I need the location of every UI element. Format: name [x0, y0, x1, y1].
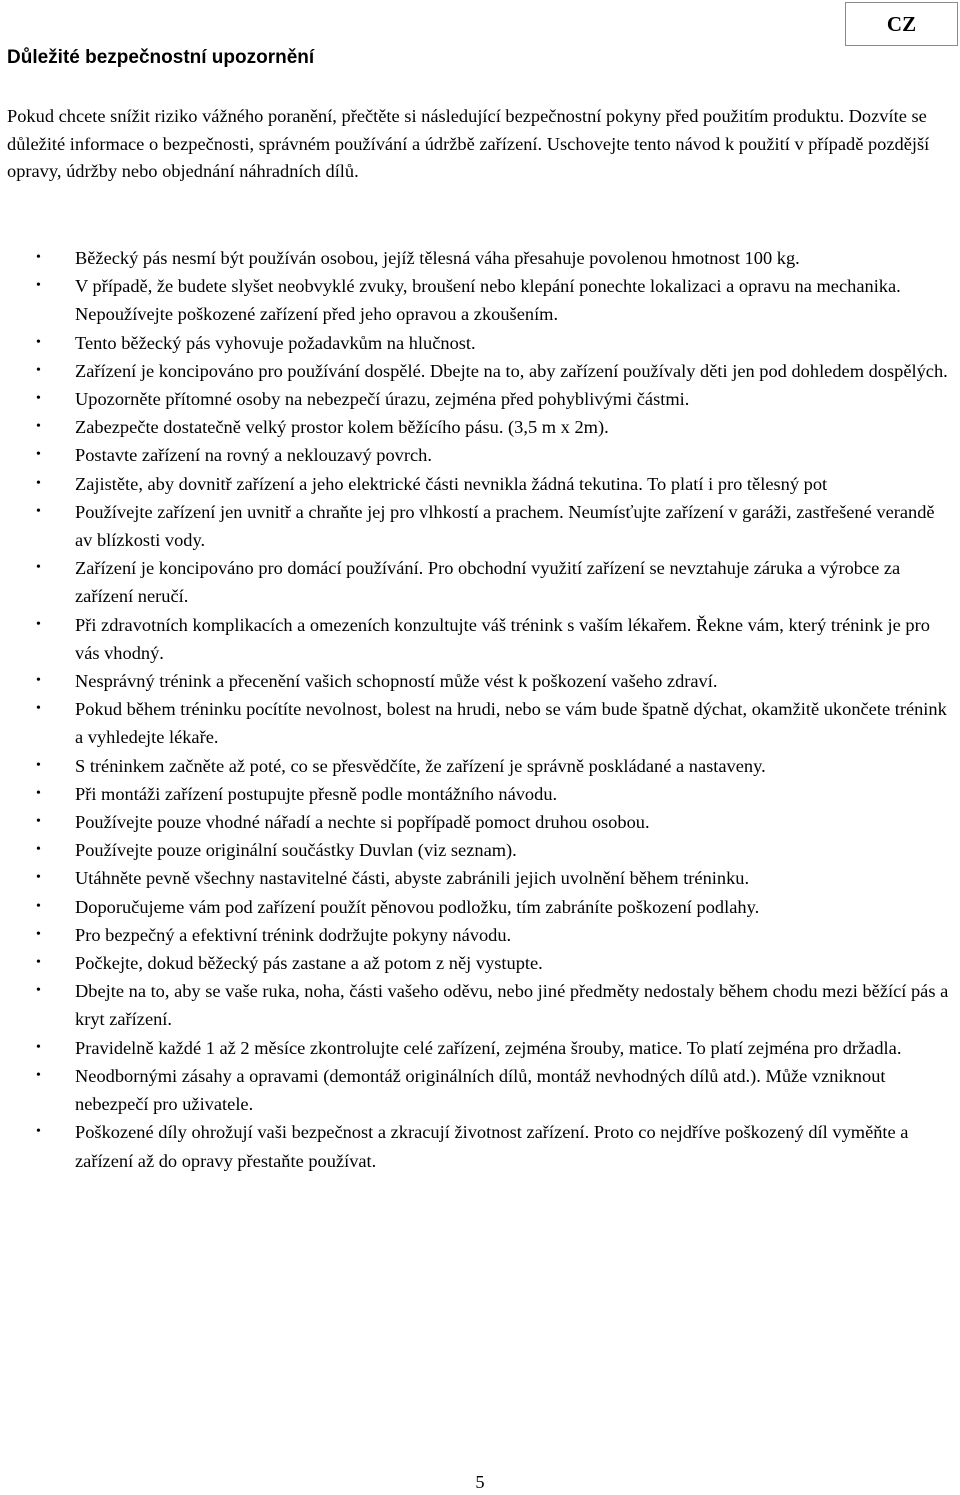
list-item-text: Upozorněte přítomné osoby na nebezpečí úrazu, zejména před pohyblivými částmi.	[75, 389, 690, 410]
list-item	[0, 780, 960, 808]
page-number: 5	[475, 1472, 485, 1492]
list-item	[0, 1118, 960, 1174]
language-badge: CZ	[845, 2, 958, 46]
page-title: Důležité bezpečnostní upozornění	[7, 47, 315, 68]
bullet-icon: •	[36, 785, 41, 801]
bullet-icon: •	[36, 757, 41, 773]
list-item	[0, 357, 960, 385]
list-item	[0, 470, 960, 498]
bullet-icon: •	[36, 475, 41, 491]
list-item	[0, 498, 960, 554]
list-item-text: V případě, že budete slyšet neobvyklé zvuky, broušení nebo klepání ponechte lokalizaci a opravu na mechanika. Nepoužívejte poškozené zařízení před jeho opravou a zkoušením.	[75, 276, 901, 325]
list-item-text: Počkejte, dokud běžecký pás zastane a až potom z něj vystupte.	[75, 953, 543, 974]
list-item	[0, 893, 960, 921]
list-item	[0, 441, 960, 469]
bullet-icon: •	[36, 870, 41, 886]
bullet-icon: •	[36, 1039, 41, 1055]
bullet-icon: •	[36, 250, 41, 265]
list-item-text: Pravidelně každé 1 až 2 měsíce zkontrolujte celé zařízení, zejména šrouby, matice. To platí zejména pro držadla.	[75, 1037, 902, 1058]
list-item	[0, 752, 960, 780]
bullet-icon: •	[36, 955, 41, 971]
bullet-icon: •	[36, 814, 41, 830]
list-item-text: Zařízení je koncipováno pro používání dospělé. Dbejte na to, aby zařízení používaly děti jen pod dohledem dospělých.	[75, 360, 948, 381]
bullet-icon: •	[36, 278, 41, 294]
list-item-text: S tréninkem začněte až poté, co se přesvědčíte, že zařízení je správně poskládané a nastaveny.	[75, 755, 766, 776]
list-item	[0, 385, 960, 413]
list-item-text: Dbejte na to, aby se vaše ruka, noha, části vašeho oděvu, nebo jiné předměty nedostaly během chodu mezi běžící pás a kryt zařízení.	[75, 981, 949, 1030]
list-item-text: Postavte zařízení na rovný a neklouzavý povrch.	[75, 445, 432, 466]
list-item-text: Poškozené díly ohrožují vaši bezpečnost a zkracují životnost zařízení. Proto co nejdříve poškozený díl vyměňte a zařízení až do opravy přestaňte používat.	[75, 1122, 909, 1171]
list-item	[0, 1062, 960, 1118]
list-item-text: Neodbornými zásahy a opravami (demontáž originálních dílů, montáž nevhodných dílů atd.). Může vzniknout nebezpečí pro uživatele.	[75, 1065, 886, 1115]
list-item	[0, 977, 960, 1033]
list-item-text: Používejte pouze vhodné nářadí a nechte si popřípadě pomoct druhou osobou.	[75, 812, 650, 833]
bullet-icon: •	[36, 503, 41, 519]
list-item-text: Tento běžecký pás vyhovuje požadavkům na hlučnost.	[75, 332, 476, 353]
bullet-icon: •	[36, 447, 41, 463]
list-item	[0, 949, 960, 977]
list-item	[0, 695, 960, 751]
list-item-text: Zajistěte, aby dovnitř zařízení a jeho elektrické části nevnikla žádná tekutina. To platí i pro tělesný pot	[75, 473, 828, 494]
bullet-icon: •	[36, 673, 41, 689]
bullet-icon: •	[36, 362, 41, 378]
list-item	[0, 272, 960, 328]
bullet-icon: •	[36, 391, 41, 407]
list-item-text: Zabezpečte dostatečně velký prostor kolem běžícího pásu. (3,5 m x 2m).	[75, 417, 609, 438]
intro-paragraph: Pokud chcete snížit riziko vážného poranění, přečtěte si následující bezpečnostní pokyny před použitím produktu. Dozvíte se důležité informace o bezpečnosti, správném používání a údržbě zařízení. Uschovejte tento návod k použití v případě pozdější opravy, údržby nebo objednání náhradních dílů.	[7, 106, 930, 182]
list-item-text: Při zdravotních komplikacích a omezeních konzultujte váš trénink s vaším lékařem. Řekne vám, který trénink je pro vás vhodný.	[75, 614, 930, 663]
list-item	[0, 1034, 960, 1062]
list-item-text: Běžecký pás nesmí být používán osobou, jejíž tělesná váha přesahuje povolenou hmotnost 100 kg.	[75, 248, 800, 268]
list-item	[0, 667, 960, 695]
list-item-text: Zařízení je koncipováno pro domácí používání. Pro obchodní využití zařízení se nevztahuje záruka a výrobce za zařízení neručí.	[75, 558, 901, 607]
list-item	[0, 808, 960, 836]
bullet-icon: •	[36, 560, 41, 576]
bullet-icon: •	[36, 983, 41, 999]
list-item	[0, 413, 960, 441]
bullet-icon: •	[36, 334, 41, 350]
list-item-text: Používejte pouze originální součástky Duvlan (viz seznam).	[75, 840, 517, 861]
list-item-text: Nesprávný trénink a přecenění vašich schopností může vést k poškození vašeho zdraví.	[75, 671, 718, 692]
list-item	[0, 244, 960, 272]
list-item-text: Pro bezpečný a efektivní trénink dodržujte pokyny návodu.	[75, 924, 512, 945]
list-item	[0, 864, 960, 892]
bullet-icon: •	[36, 419, 41, 435]
list-item-text: Pokud během tréninku pocítíte nevolnost, bolest na hrudi, nebo se vám bude špatně dýchat, okamžitě ukončete trénink a vyhledejte lékaře.	[75, 699, 947, 748]
list-item-text: Utáhněte pevně všechny nastavitelné části, abyste zabránili jejich uvolnění během tréninku.	[75, 868, 750, 889]
bullet-icon: •	[36, 701, 41, 717]
bullet-icon: •	[36, 616, 41, 632]
list-item	[0, 554, 960, 610]
list-item-text: Doporučujeme vám pod zařízení použít pěnovou podložku, tím zabráníte poškození podlahy.	[75, 896, 760, 917]
list-item-text: Používejte zařízení jen uvnitř a chraňte jej pro vlhkostí a prachem. Neumísťujte zařízení v garáži, zastřešené verandě av blízkosti vody.	[75, 501, 935, 551]
list-item	[0, 329, 960, 357]
bullet-icon: •	[36, 842, 41, 858]
list-item	[0, 611, 960, 667]
safety-instructions-list	[0, 244, 960, 1175]
bullet-icon: •	[36, 898, 41, 914]
list-item-text: Při montáži zařízení postupujte přesně podle montážního návodu.	[75, 783, 558, 804]
bullet-icon: •	[36, 1067, 41, 1083]
list-item	[0, 836, 960, 864]
bullet-icon: •	[36, 926, 41, 942]
list-item	[0, 921, 960, 949]
bullet-icon: •	[36, 1124, 41, 1140]
